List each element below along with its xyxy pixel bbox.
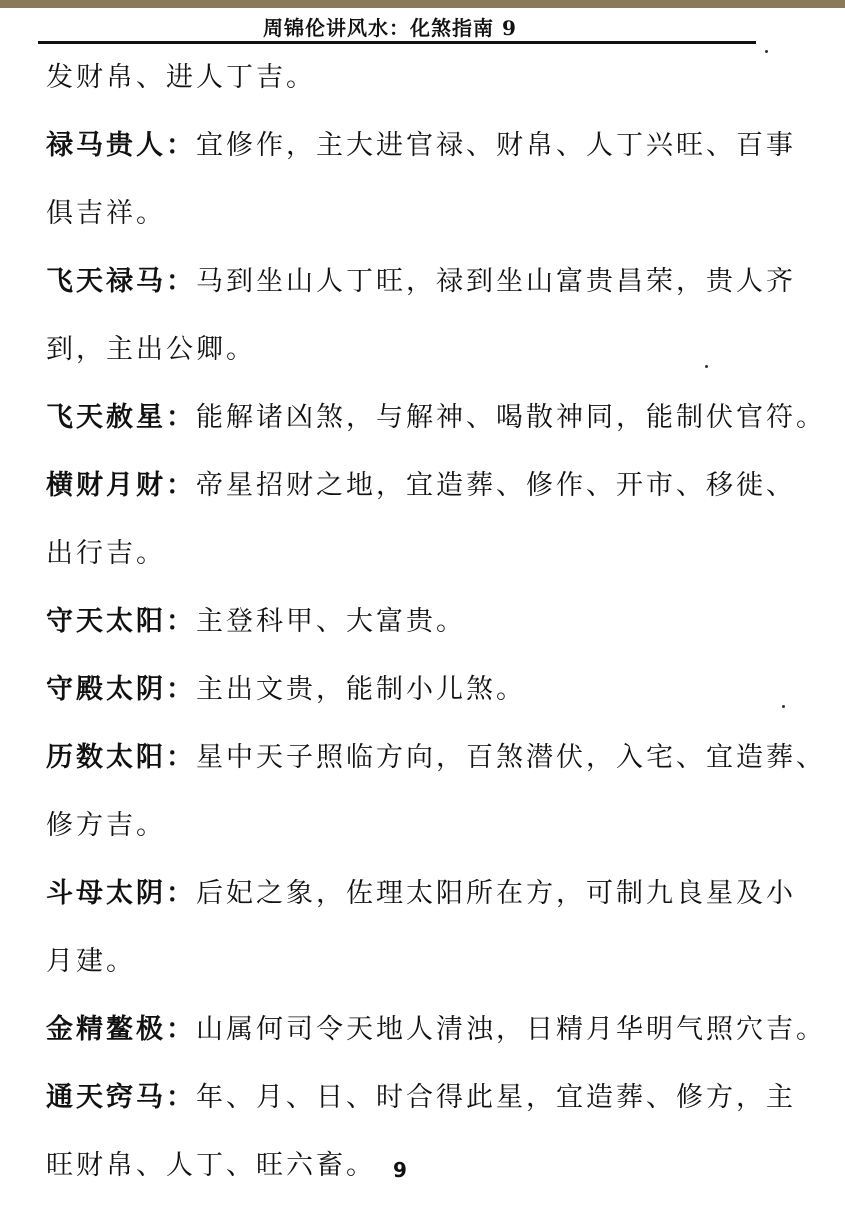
- line-text: 出行吉。: [46, 538, 166, 569]
- text-line: [46, 1078, 796, 1146]
- header-rule: [38, 41, 756, 44]
- line-text: 修方吉。: [46, 810, 166, 841]
- text-line: [46, 806, 776, 874]
- term-label: 横财月财：: [46, 470, 196, 501]
- top-edge-band: [0, 0, 845, 8]
- text-line: [46, 874, 796, 942]
- line-text: 宜修作，主大进官禄、财帛、人丁兴旺、百事: [196, 130, 796, 161]
- text-line: [46, 466, 796, 534]
- line-text: 能解诸凶煞，与解神、喝散神同，能制伏官符。: [196, 402, 826, 433]
- line-text: 星中天子照临方向，百煞潜伏，入宅、宜造葬、: [196, 742, 826, 773]
- term-label: 金精鳌极：: [46, 1014, 196, 1045]
- text-line: [46, 670, 776, 738]
- line-text: 发财帛、进人丁吉。: [46, 62, 316, 93]
- term-label: 斗母太阴：: [46, 878, 196, 909]
- line-text: 主登科甲、大富贵。: [196, 606, 466, 637]
- line-text: 俱吉祥。: [46, 198, 166, 229]
- text-line: [46, 602, 776, 670]
- term-label: 通天窍马：: [46, 1082, 196, 1113]
- text-line: [46, 58, 776, 126]
- line-text: 旺财帛、人丁、旺六畜。: [46, 1150, 376, 1181]
- scan-speck: [782, 705, 785, 708]
- line-text: 山属何司令天地人清浊，日精月华明气照穴吉。: [196, 1014, 826, 1045]
- line-text: 到，主出公卿。: [46, 334, 256, 365]
- text-line: [46, 942, 776, 1010]
- term-label: 守殿太阴：: [46, 674, 196, 705]
- term-label: 守天太阳：: [46, 606, 196, 637]
- text-line: [46, 126, 796, 194]
- scan-speck: [765, 50, 768, 53]
- text-line: [46, 534, 776, 602]
- body-text: [46, 58, 826, 1214]
- term-label: 飞天禄马：: [46, 266, 196, 297]
- text-line: [46, 330, 776, 398]
- term-label: 禄马贵人：: [46, 130, 196, 161]
- text-line: [46, 1010, 826, 1078]
- line-text: 帝星招财之地，宜造葬、修作、开市、移徙、: [196, 470, 796, 501]
- text-line: [46, 194, 776, 262]
- line-text: 月建。: [46, 946, 136, 977]
- line-text: 后妃之象，佐理太阳所在方，可制九良星及小: [196, 878, 796, 909]
- text-line: [46, 738, 826, 806]
- running-header: 周锦伦讲风水：化煞指南 9: [263, 16, 517, 40]
- text-line: [46, 398, 826, 466]
- line-text: 马到坐山人丁旺，禄到坐山富贵昌荣，贵人齐: [196, 266, 796, 297]
- text-line: [46, 262, 796, 330]
- page-number: 9: [393, 1158, 407, 1182]
- term-label: 历数太阳：: [46, 742, 196, 773]
- line-text: 主出文贵，能制小儿煞。: [196, 674, 526, 705]
- term-label: 飞天赦星：: [46, 402, 196, 433]
- line-text: 年、月、日、时合得此星，宜造葬、修方，主: [196, 1082, 796, 1113]
